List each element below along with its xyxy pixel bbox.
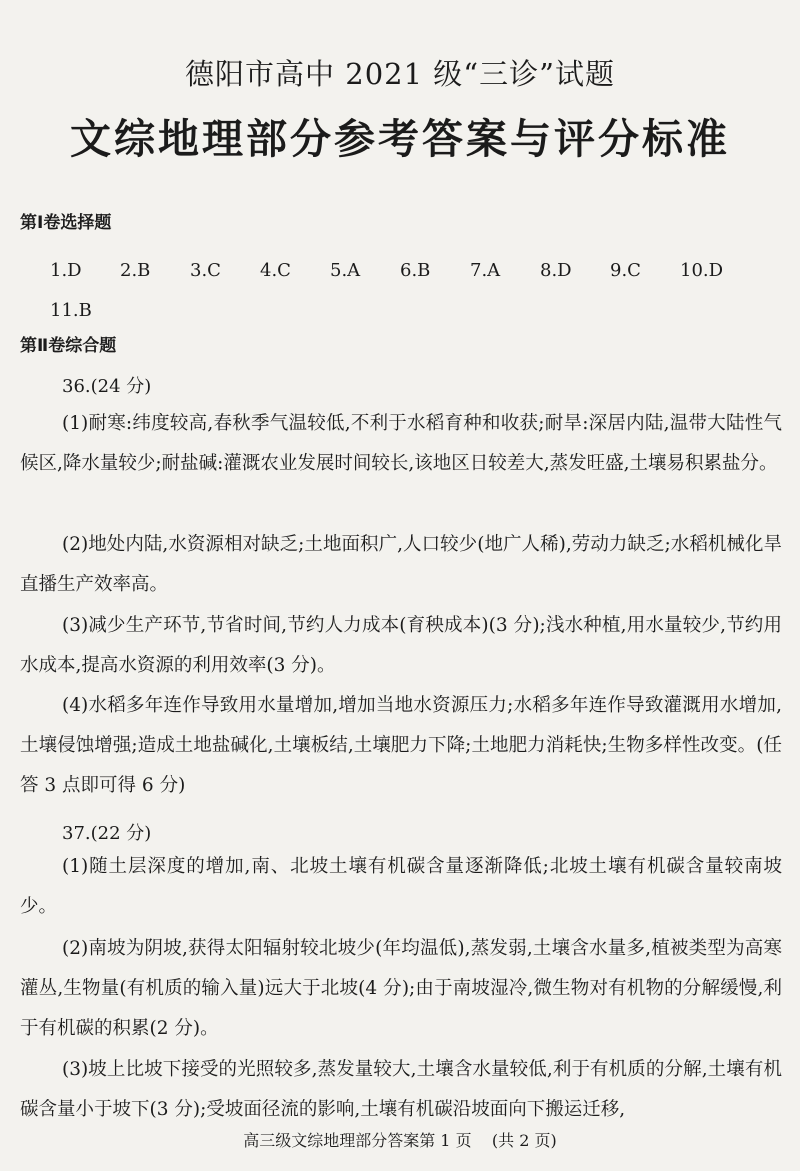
answer-item: 3.C xyxy=(190,259,221,281)
answer-item: 11.B xyxy=(50,299,92,321)
answer-item: 2.B xyxy=(120,259,151,281)
answer-item: 8.D xyxy=(540,259,572,281)
q36-answer-3: (3)减少生产环节,节省时间,节约人力成本(育秧成本)(3 分);浅水种植,用水量较少,节约用水成本,提高水资源的利用效率(3 分)。 xyxy=(20,615,782,676)
answer-item: 10.D xyxy=(680,259,724,281)
q37-answer-2: (2)南坡为阴坡,获得太阳辐射较北坡少(年均温低),蒸发弱,土壤含水量多,植被类型为高寒灌丛,生物量(有机质的输入量)远大于北坡(4 分);由于南坡湿冷,微生物对有机物的分解缓慢,利于有机碳的积累(2 分)。 xyxy=(20,938,782,1039)
q36-answer-2: (2)地处内陆,水资源相对缺乏;土地面积广,人口较少(地广人稀),劳动力缺乏;水稻机械化旱直播生产效率高。 xyxy=(20,534,782,595)
answer-row xyxy=(50,290,770,330)
q37-answer-3: (3)坡上比坡下接受的光照较多,蒸发量较大,土壤含水量较低,利于有机质的分解,土壤有机碳含量小于坡下(3 分);受坡面径流的影响,土壤有机碳沿坡面向下搬运迁移, xyxy=(20,1059,782,1120)
section-1-title: 第Ⅰ卷选择题 xyxy=(20,213,112,233)
answer-item: 1.D xyxy=(50,259,82,281)
section-2-title: 第Ⅱ卷综合题 xyxy=(20,336,117,356)
exam-title: 德阳市高中 2021 级“三诊”试题 xyxy=(185,57,615,91)
q36-answer-1: (1)耐寒:纬度较高,春秋季气温较低,不利于水稻育种和收获;耐旱:深居内陆,温带大陆性气候区,降水量较少;耐盐碱:灌溉农业发展时间较长,该地区日较差大,蒸发旺盛,土壤易积累盐分。 xyxy=(20,413,782,474)
answer-item: 4.C xyxy=(260,259,291,281)
answer-item: 9.C xyxy=(610,259,641,281)
document-title: 文综地理部分参考答案与评分标准 xyxy=(70,115,730,163)
answer-item: 7.A xyxy=(470,259,501,281)
q36-answer-4: (4)水稻多年连作导致用水量增加,增加当地水资源压力;水稻多年连作导致灌溉用水增加,土壤侵蚀增强;造成土地盐碱化,土壤板结,土壤肥力下降;土地肥力消耗快;生物多样性改变。(任答 3 点即可得 6 分) xyxy=(20,695,782,796)
question-36-heading: 36.(24 分) xyxy=(62,376,152,397)
page-footer: 高三级文综地理部分答案第 1 页 (共 2 页) xyxy=(243,1131,557,1150)
answer-row xyxy=(50,250,770,290)
question-37-heading: 37.(22 分) xyxy=(62,823,152,844)
answer-item: 6.B xyxy=(400,259,431,281)
q37-answer-1: (1)随土层深度的增加,南、北坡土壤有机碳含量逐渐降低;北坡土壤有机碳含量较南坡少。 xyxy=(20,856,782,917)
multiple-choice-answers xyxy=(50,250,770,330)
answer-item: 5.A xyxy=(330,259,361,281)
